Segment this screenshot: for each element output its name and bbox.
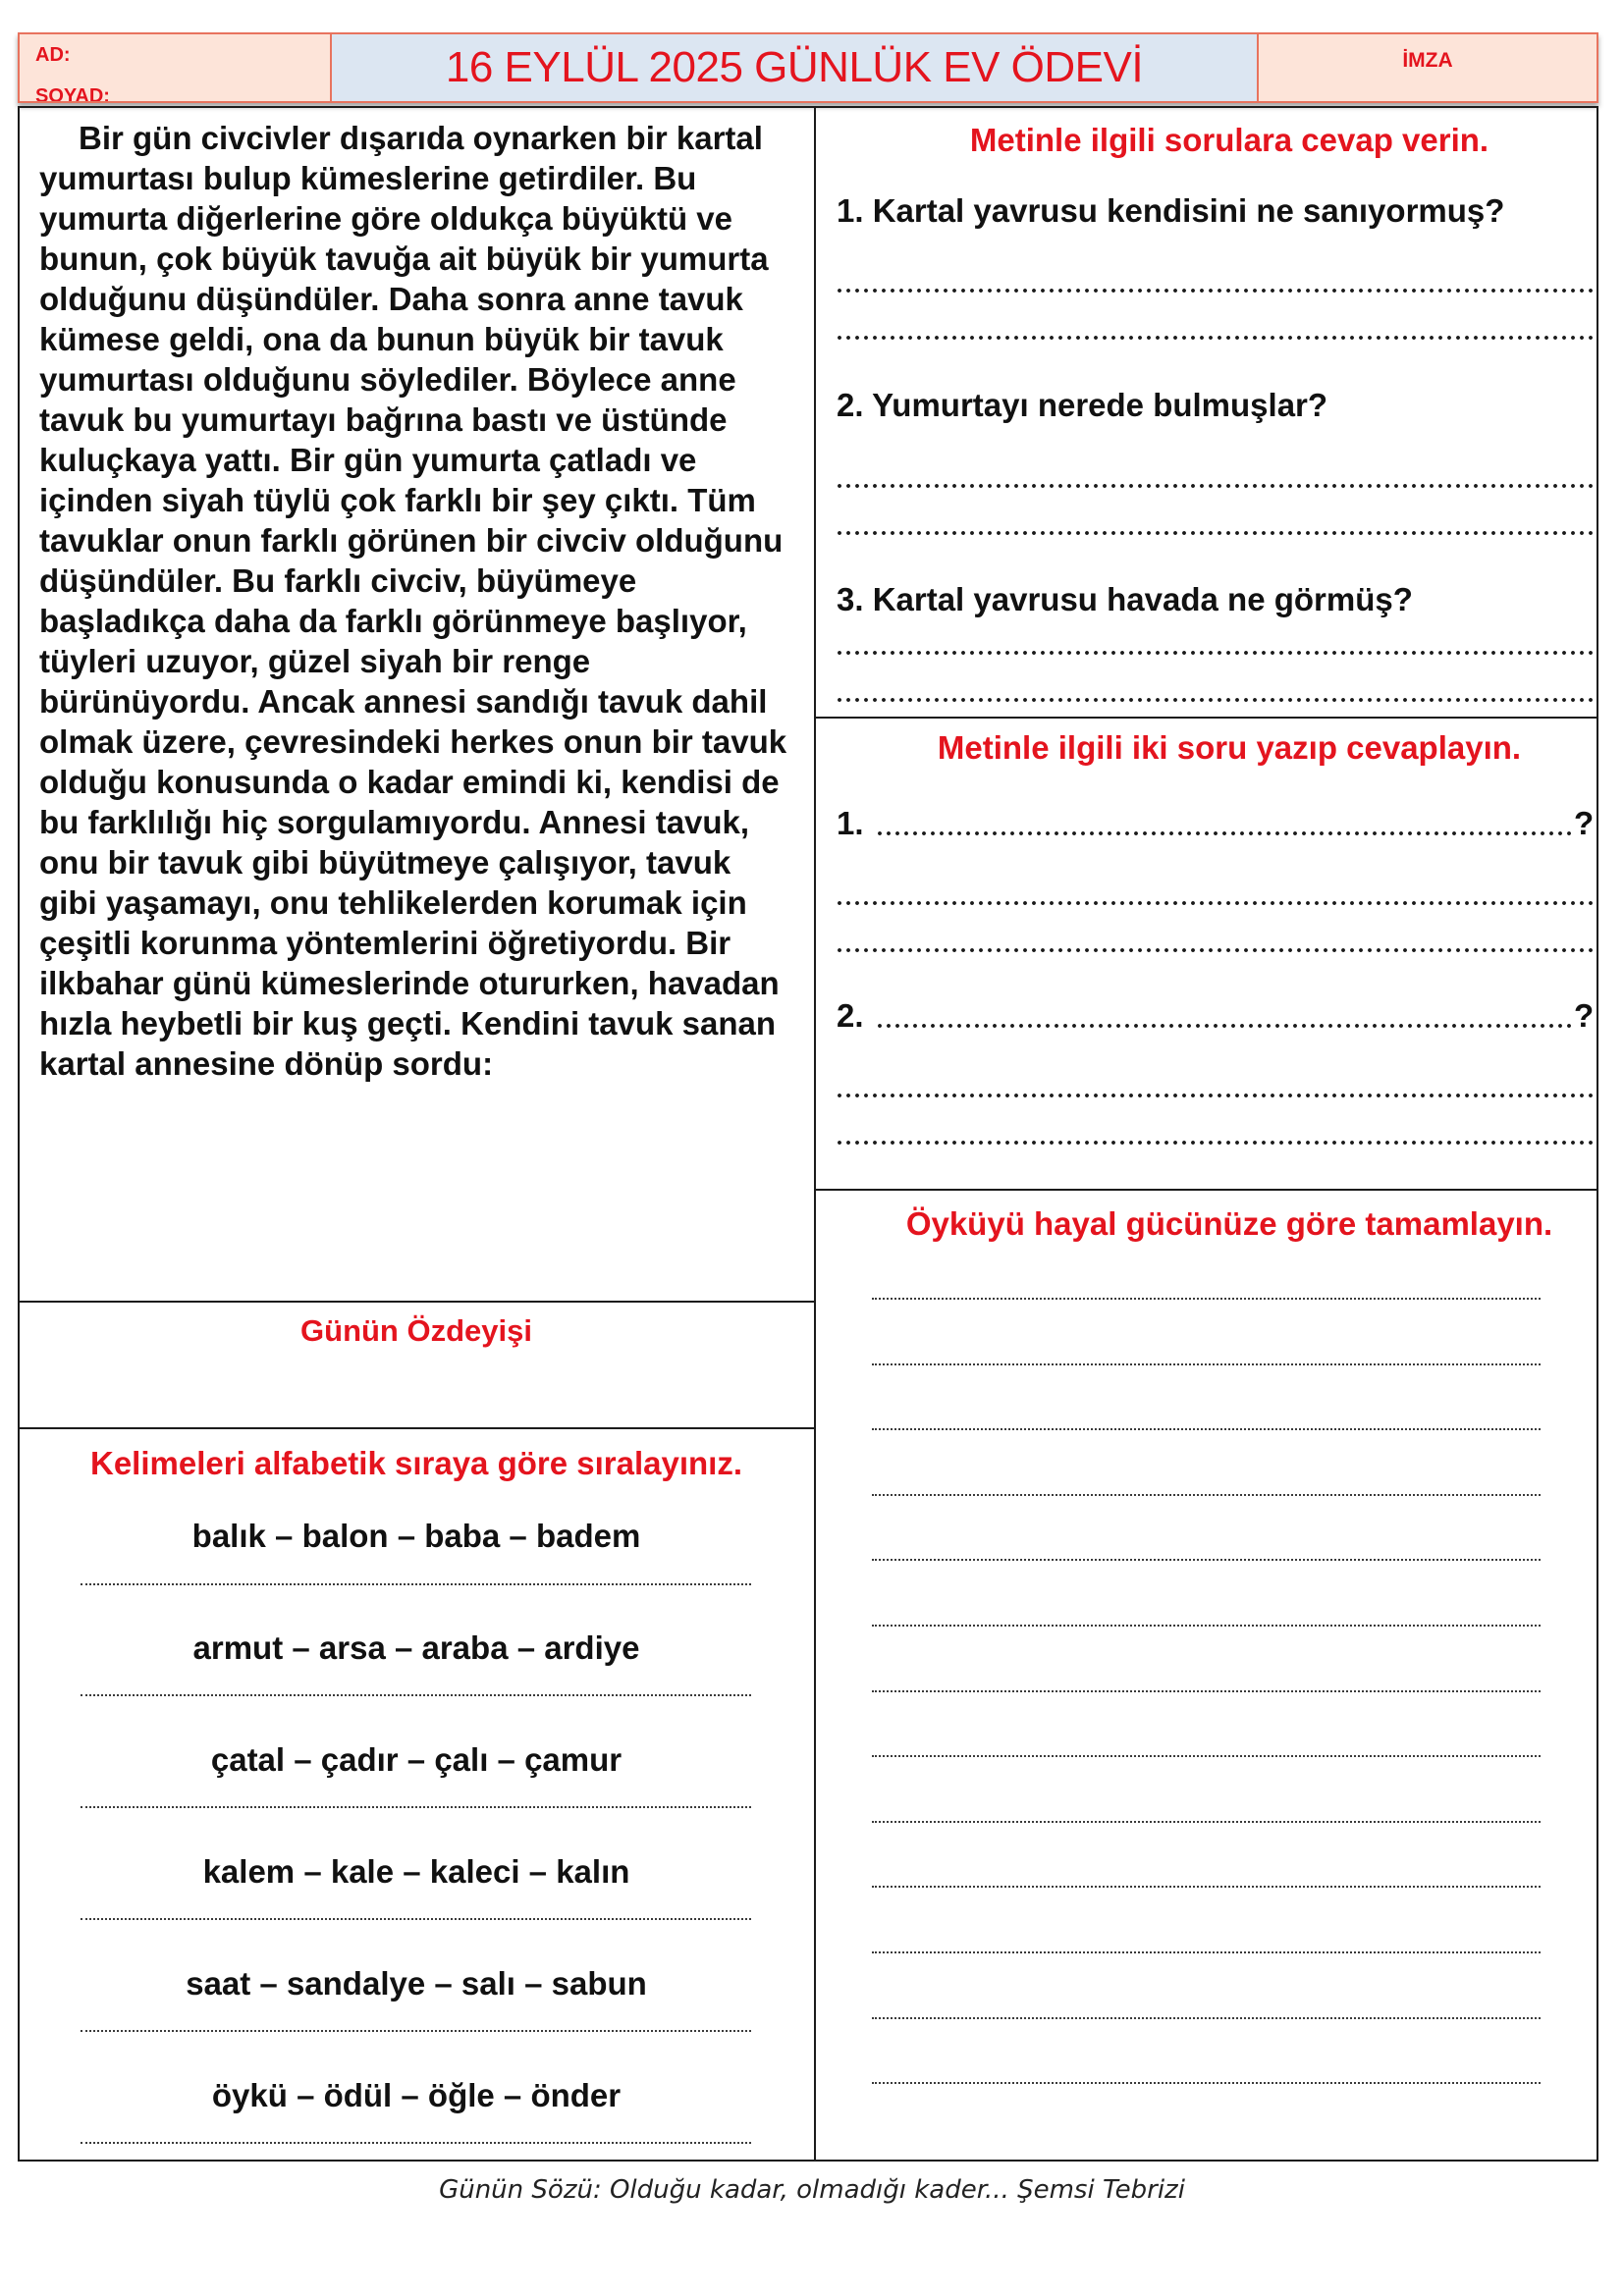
surname-label: SOYAD: xyxy=(35,85,110,103)
writing-line xyxy=(872,1428,1541,1430)
story-line: bürünüyordu. Ancak annesi sandığı tavuk dahil xyxy=(39,683,768,720)
writing-line xyxy=(872,1951,1541,1953)
comprehension-title: Metinle ilgili sorulara cevap verin. xyxy=(969,122,1489,158)
answer-line xyxy=(837,900,1597,906)
story-line: kuluçkaya yattı. Bir gün yumurta çatladı ve xyxy=(39,442,697,478)
story-line: çeşitli korunma yöntemlerini öğretiyordu. Bir xyxy=(39,925,731,961)
writing-line xyxy=(872,2017,1541,2019)
writing-line xyxy=(872,1821,1541,1823)
alphabet-title: Kelimeleri alfabetik sıraya göre sıralayınız. xyxy=(90,1445,742,1481)
writing-line xyxy=(872,1886,1541,1888)
word-group: balık – balon – baba – badem xyxy=(191,1518,641,1554)
answer-line xyxy=(837,947,1597,953)
name-label: AD: xyxy=(35,44,71,66)
story-line: olduğunu düşündüler. Daha sonra anne tavuk xyxy=(39,281,743,317)
answer-line xyxy=(837,335,1597,341)
page-title: 16 EYLÜL 2025 GÜNLÜK EV ÖDEVİ xyxy=(445,43,1144,91)
word-group: öykü – ödül – öğle – önder xyxy=(211,2077,622,2113)
story-line: düşündüler. Bu farklı civciv, büyümeye xyxy=(39,562,637,599)
writing-line xyxy=(872,1363,1541,1365)
answer-line xyxy=(81,1806,751,1808)
question-2: 2. Yumurtayı nerede bulmuşlar? xyxy=(837,387,1328,423)
story-line: kartal annesine dönüp sordu: xyxy=(39,1045,494,1082)
story-line: yumurtası olduğunu söylediler. Böylece anne xyxy=(39,361,736,398)
comprehension-section-divider xyxy=(815,717,1598,719)
signature-box xyxy=(1257,32,1598,103)
writing-line xyxy=(872,1298,1541,1300)
story-line: onu bir tavuk gibi büyütmeye çalışıyor, tavuk xyxy=(39,844,731,881)
story-line: bunun, çok büyük tavuğa ait büyük bir yumurta xyxy=(39,240,769,277)
signature-label: İMZA xyxy=(1402,49,1453,72)
writing-line xyxy=(872,1755,1541,1757)
quote-section-divider xyxy=(18,1427,815,1429)
question-line xyxy=(877,1023,1571,1029)
story-text xyxy=(39,118,815,1084)
answer-line xyxy=(837,650,1597,656)
word-group: armut – arsa – araba – ardiye xyxy=(192,1629,640,1666)
story-line: yumurta diğerlerine göre oldukça büyüktü ve xyxy=(39,200,733,237)
write-questions-title: Metinle ilgili iki soru yazıp cevaplayın. xyxy=(937,729,1522,766)
story-line: tüyleri uzuyor, güzel siyah bir renge xyxy=(39,643,591,679)
write-question-number: 2. xyxy=(837,997,864,1034)
answer-line xyxy=(837,1140,1597,1146)
name-box xyxy=(18,32,332,103)
complete-story-title: Öyküyü hayal gücünüze göre tamamlayın. xyxy=(905,1205,1553,1242)
story-line: gibi yaşamayı, onu tehlikelerden korumak için xyxy=(39,884,747,921)
title-box xyxy=(332,32,1257,103)
story-line: yumurtası bulup kümeslerine getirdiler. Bu xyxy=(39,160,697,196)
writing-line xyxy=(872,1690,1541,1692)
story-line: başladıkça daha da farklı görünmeye başlıyor, xyxy=(39,603,747,639)
word-group: çatal – çadır – çalı – çamur xyxy=(210,1741,623,1778)
writing-line xyxy=(872,2082,1541,2084)
story-line: kümese geldi, ona da bunun büyük bir tavuk xyxy=(39,321,724,357)
writing-line xyxy=(872,1559,1541,1561)
answer-line xyxy=(837,288,1597,294)
story-line: tavuk bu yumurtayı bağrına bastı ve üstünde xyxy=(39,401,728,438)
story-line: bu farklılığı hiç sorgulamıyordu. Annesi tavuk, xyxy=(39,804,750,840)
writing-line xyxy=(872,1625,1541,1627)
question-line xyxy=(877,830,1571,836)
story-line: olmak üzere, çevresindeki herkes onun bir tavuk xyxy=(39,723,787,760)
story-line: olduğu konusunda o kadar emindi ki, kendisi de xyxy=(39,764,780,800)
story-line: hızla heybetli bir kuş geçti. Kendini tavuk sanan xyxy=(39,1005,777,1041)
story-line: ilkbahar günü kümeslerinde otururken, havadan xyxy=(39,965,780,1001)
footer-quote: Günün Sözü: Olduğu kadar, olmadığı kader... Şemsi Tebrizi xyxy=(439,2175,1185,2205)
word-group: saat – sandalye – salı – sabun xyxy=(186,1965,647,2002)
answer-line xyxy=(81,1694,751,1696)
story-line: içinden siyah tüylü çok farklı bir şey çıktı. Tüm xyxy=(39,482,756,518)
question-mark: ? xyxy=(1574,997,1595,1034)
question-1: 1. Kartal yavrusu kendisini ne sanıyormuş? xyxy=(837,192,1505,229)
answer-line xyxy=(81,1918,751,1920)
story-section-divider xyxy=(18,1301,815,1303)
answer-line xyxy=(81,1583,751,1585)
write-questions-section-divider xyxy=(815,1189,1598,1191)
writing-line xyxy=(872,1494,1541,1496)
write-question-number: 1. xyxy=(837,805,864,841)
answer-line xyxy=(837,1093,1597,1098)
question-3: 3. Kartal yavrusu havada ne görmüş? xyxy=(837,581,1413,617)
answer-line xyxy=(837,483,1597,489)
answer-line xyxy=(81,2030,751,2032)
question-mark: ? xyxy=(1574,805,1595,841)
word-group: kalem – kale – kaleci – kalın xyxy=(202,1853,630,1890)
story-line: tavuklar onun farklı görünen bir civciv olduğunu xyxy=(39,522,784,559)
answer-line xyxy=(837,530,1597,536)
answer-line xyxy=(837,697,1597,703)
answer-line xyxy=(81,2142,751,2144)
quote-box-title: Günün Özdeyişi xyxy=(300,1313,532,1348)
story-line: Bir gün civcivler dışarıda oynarken bir kartal xyxy=(79,120,763,156)
